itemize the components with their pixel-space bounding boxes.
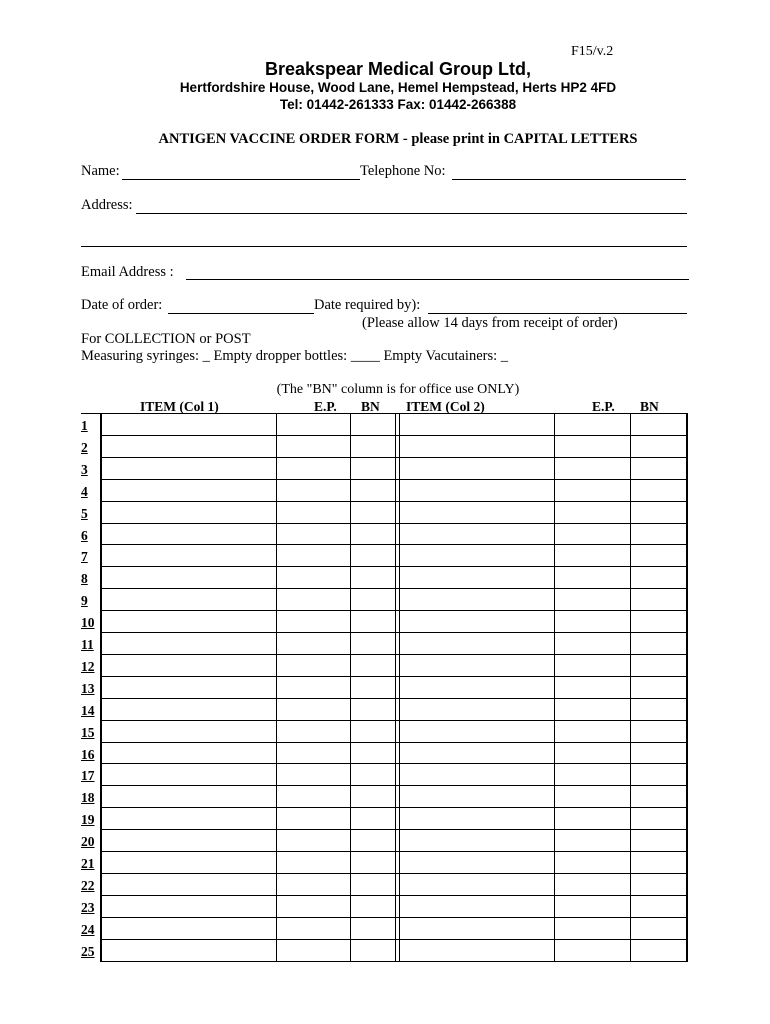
address-label: Address:: [81, 197, 133, 213]
date-of-order-field[interactable]: [168, 313, 314, 314]
table-row-rule: [100, 698, 688, 699]
table-row-rule: [100, 654, 688, 655]
address-field-line-1[interactable]: [136, 213, 687, 214]
row-number: 19: [81, 812, 95, 828]
allow-days-note: (Please allow 14 days from receipt of order): [362, 315, 618, 331]
row-number: 21: [81, 856, 95, 871]
row-number: 13: [81, 680, 95, 696]
row-number: 1: [81, 418, 88, 433]
table-row-rule: [100, 457, 688, 458]
col2-ep-header: E.P.: [592, 399, 615, 414]
row-number: 24: [81, 921, 95, 937]
email-field[interactable]: [186, 279, 689, 280]
row-number: 16: [81, 746, 95, 762]
table-row-rule: [100, 742, 688, 743]
table-row-rule: [100, 523, 688, 524]
col2-item-header: ITEM (Col 2): [406, 399, 485, 414]
row-number: 20: [81, 834, 95, 850]
table-column-rule: [554, 413, 555, 961]
table-row-rule: [100, 544, 688, 545]
row-number: 5: [81, 505, 88, 521]
col1-item-header: ITEM (Col 1): [140, 399, 219, 414]
table-row-rule: [100, 917, 688, 918]
row-number: 11: [81, 637, 94, 652]
table-row-rule: [100, 961, 688, 962]
table-row-rule: [100, 895, 688, 896]
form-reference: F15/v.2: [571, 44, 614, 59]
supplies-line: Measuring syringes: _ Empty dropper bottles: ____ Empty Vacutainers: _: [81, 348, 509, 364]
row-number: 7: [81, 549, 88, 565]
email-label: Email Address :: [81, 264, 174, 280]
table-row-rule: [100, 435, 688, 436]
row-number: 3: [81, 461, 88, 477]
collection-or-post: For COLLECTION or POST: [81, 331, 251, 347]
name-label: Name:: [81, 163, 120, 179]
row-number: 9: [81, 593, 88, 609]
table-row-rule: [100, 588, 688, 589]
date-required-label: Date required by):: [314, 297, 421, 313]
table-row-rule: [100, 807, 688, 808]
row-number: 22: [81, 877, 95, 893]
table-row-rule: [100, 851, 688, 852]
col2-bn-header: BN: [640, 399, 659, 414]
table-row-rule: [100, 720, 688, 721]
row-number: 14: [81, 702, 95, 718]
row-number: 15: [81, 724, 95, 740]
table-row-rule: [100, 479, 688, 480]
company-phone-fax: Tel: 01442-261333 Fax: 01442-266388: [279, 97, 517, 112]
table-row-rule: [100, 610, 688, 611]
company-name: Breakspear Medical Group Ltd,: [264, 59, 532, 79]
table-column-rule: [276, 413, 277, 961]
table-row-rule: [100, 939, 688, 940]
row-number: 12: [81, 658, 95, 674]
table-row-rule: [100, 763, 688, 764]
table-row-rule: [81, 413, 688, 414]
table-column-rule: [395, 413, 396, 961]
telephone-label: Telephone No:: [360, 163, 446, 179]
table-row-rule: [100, 676, 688, 677]
row-number: 10: [81, 615, 95, 631]
table-column-rule: [630, 413, 631, 961]
row-number: 25: [81, 943, 95, 959]
row-number: 23: [81, 899, 95, 915]
table-column-rule: [399, 413, 400, 961]
table-row-rule: [100, 632, 688, 633]
table-column-rule: [350, 413, 351, 961]
name-field[interactable]: [122, 179, 360, 180]
date-of-order-label: Date of order:: [81, 297, 163, 313]
table-column-rule: [686, 413, 688, 961]
telephone-field[interactable]: [452, 179, 686, 180]
bn-office-use-note: (The "BN" column is for office use ONLY): [276, 382, 520, 397]
form-title: ANTIGEN VACCINE ORDER FORM - please print in CAPITAL LETTERS: [158, 131, 638, 147]
table-row-rule: [100, 829, 688, 830]
row-number: 18: [81, 790, 95, 806]
col1-bn-header: BN: [361, 399, 380, 414]
col1-ep-header: E.P.: [314, 399, 337, 414]
date-required-field[interactable]: [428, 313, 687, 314]
company-address: Hertfordshire House, Wood Lane, Hemel Hempstead, Herts HP2 4FD: [179, 80, 617, 95]
row-number: 4: [81, 483, 88, 499]
address-field-line-2[interactable]: [81, 246, 687, 247]
table-row-rule: [100, 785, 688, 786]
table-column-rule: [100, 413, 102, 961]
table-row-rule: [100, 566, 688, 567]
table-row-rule: [100, 501, 688, 502]
row-number: 17: [81, 768, 95, 784]
row-number: 8: [81, 571, 88, 587]
table-row-rule: [100, 873, 688, 874]
row-number: 6: [81, 527, 88, 543]
row-number: 2: [81, 439, 88, 455]
